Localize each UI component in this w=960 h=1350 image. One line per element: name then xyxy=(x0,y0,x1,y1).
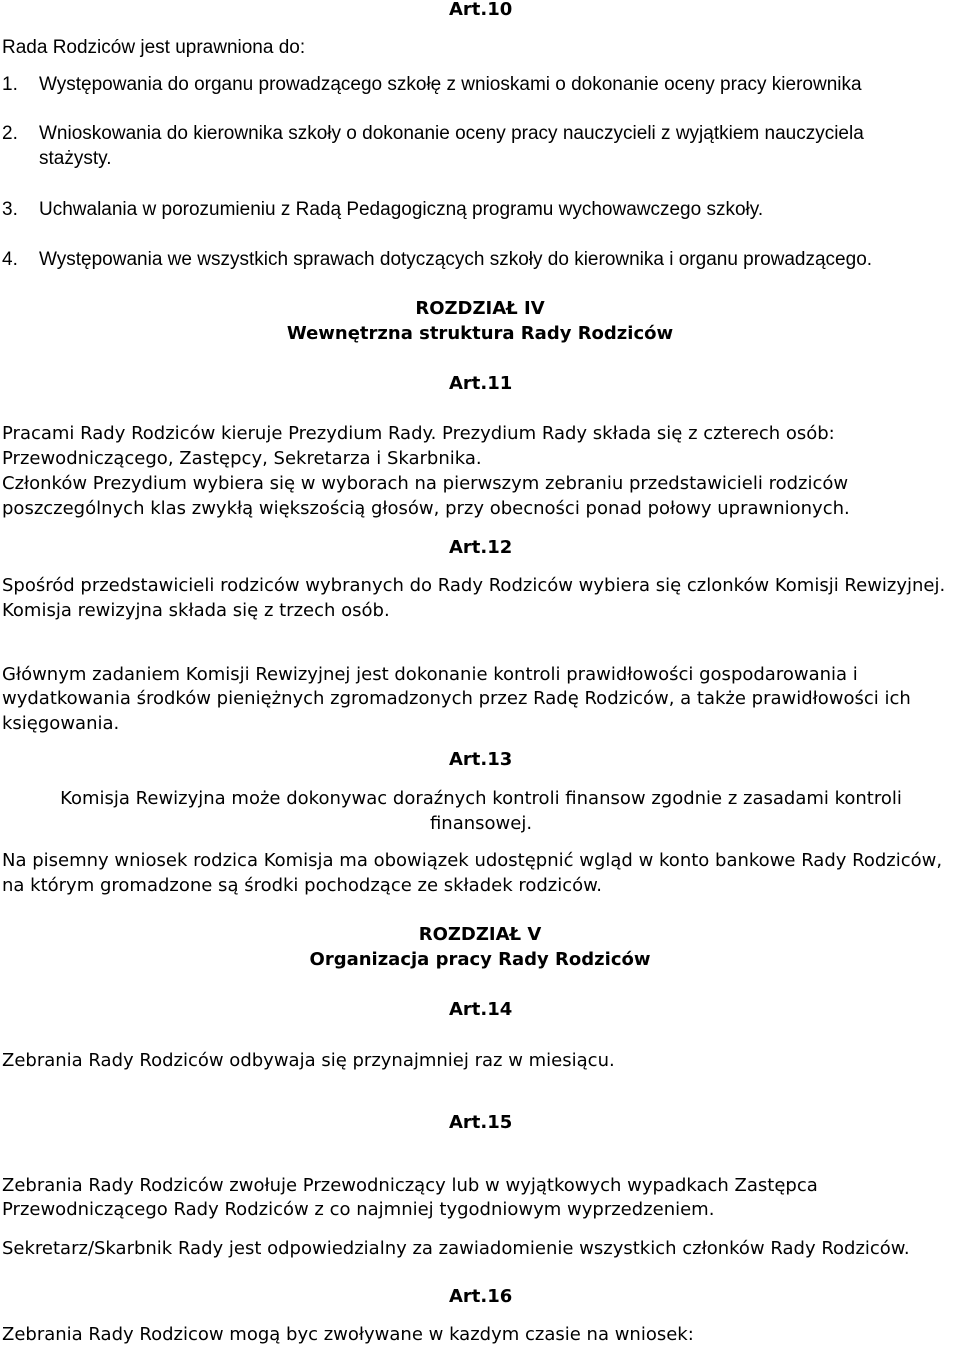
list-item xyxy=(2,197,763,222)
paragraph-line: Członków Prezydium wybiera się w wyborach na pierwszym zebraniu przedstawicieli rodziców xyxy=(2,473,849,494)
list-item-number: 4. xyxy=(2,249,18,270)
paragraph-line: Pracami Rady Rodziców kieruje Prezydium Rady. Prezydium Rady składa się z czterech osób: xyxy=(2,423,835,444)
list-item-number: 3. xyxy=(2,199,18,220)
paragraph-line: Sekretarz/Skarbnik Rady jest odpowiedzialny za zawiadomienie wszystkich członków Rady Rodziców. xyxy=(2,1238,910,1259)
paragraph-line: na którym gromadzone są środki pochodzące ze składek rodziców. xyxy=(2,875,602,896)
paragraph-line: poszczególnych klas zwykłą większością głosów, przy obecności ponad połowy uprawnionych. xyxy=(2,498,850,519)
paragraph-line: Zebrania Rady Rodziców odbywaja się przynajmniej raz w miesiącu. xyxy=(2,1050,615,1071)
list-item-continuation: stażysty. xyxy=(39,148,112,169)
paragraph-line: Przewodniczącego Rady Rodziców z co najmniej tygodniowym wyprzedzeniem. xyxy=(2,1199,715,1220)
list-item-number: 2. xyxy=(2,123,18,144)
list-item xyxy=(2,121,864,146)
paragraph-line: Na pisemny wniosek rodzica Komisja ma obowiązek udostępnić wgląd w konto bankowe Rady Rodziców, xyxy=(2,850,943,871)
chapter-label: ROZDZIAŁ IV xyxy=(415,298,545,319)
centered-line: finansowej. xyxy=(429,813,533,834)
paragraph-line: Przewodniczącego, Zastępcy, Sekretarza i Skarbnika. xyxy=(2,448,482,469)
chapter-title: Organizacja pracy Rady Rodziców xyxy=(309,949,651,970)
paragraph-line: księgowania. xyxy=(2,713,120,734)
paragraph-line: Komisja rewizyjna składa się z trzech osób. xyxy=(2,600,390,621)
art16-heading: Art.16 xyxy=(449,1286,513,1307)
paragraph-line: Spośród przedstawicieli rodziców wybranych do Rady Rodziców wybiera się czlonków Komisji Rewizyjnej. xyxy=(2,575,946,596)
list-item-text: Występowania do organu prowadzącego szkołę z wnioskami o dokonanie oceny pracy kierownika xyxy=(39,74,862,95)
list-item-text: Uchwalania w porozumieniu z Radą Pedagogiczną programu wychowawczego szkoły. xyxy=(39,199,764,220)
list-item-text: Występowania we wszystkich sprawach dotyczących szkoły do kierownika i organu prowadzącego. xyxy=(39,249,873,270)
art10-intro: Rada Rodziców jest uprawniona do: xyxy=(2,37,306,58)
art12-heading: Art.12 xyxy=(449,537,513,558)
art15-heading: Art.15 xyxy=(449,1112,513,1133)
paragraph-line: Zebrania Rady Rodzicow mogą byc zwoływane w kazdym czasie na wniosek: xyxy=(2,1324,694,1345)
paragraph-line: wydatkowania środków pieniężnych zgromadzonych przez Radę Rodziców, a także prawidłowości ich xyxy=(2,688,911,709)
centered-line: Komisja Rewizyjna może dokonywac doraźnych kontroli finansow zgodnie z zasadami kontroli xyxy=(60,788,902,809)
chapter-label: ROZDZIAŁ V xyxy=(418,924,542,945)
paragraph-line: Głównym zadaniem Komisji Rewizyjnej jest dokonanie kontroli prawidłowości gospodarowania i xyxy=(2,664,858,685)
art11-heading: Art.11 xyxy=(449,373,513,394)
list-item xyxy=(2,247,872,272)
paragraph-line: Zebrania Rady Rodziców zwołuje Przewodniczący lub w wyjątkowych wypadkach Zastępca xyxy=(2,1175,818,1196)
list-item xyxy=(2,72,862,97)
list-item-text: Wnioskowania do kierownika szkoły o dokonanie oceny pracy nauczycieli z wyjątkiem nauczyciela xyxy=(39,123,864,144)
art14-heading: Art.14 xyxy=(449,999,513,1020)
art10-heading: Art.10 xyxy=(449,0,513,20)
chapter-title: Wewnętrzna struktura Rady Rodziców xyxy=(286,323,674,344)
list-item-number: 1. xyxy=(2,74,18,95)
art13-heading: Art.13 xyxy=(449,749,513,770)
